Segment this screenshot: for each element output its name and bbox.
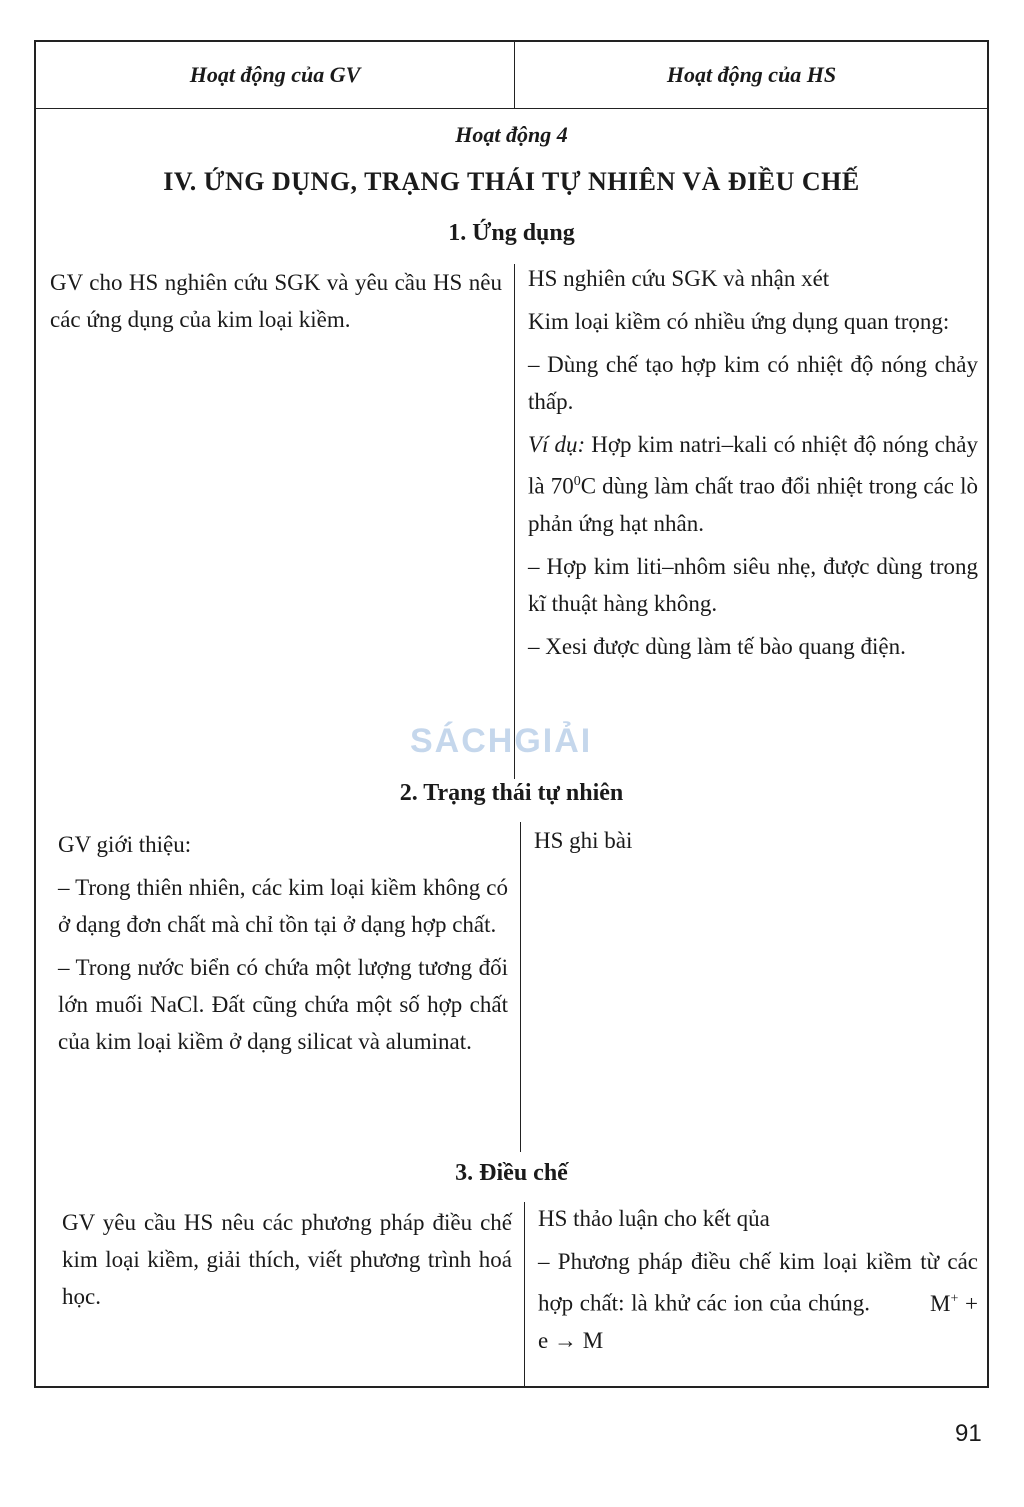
section1-hs-line: Kim loại kiềm có nhiều ứng dụng quan trọng:	[528, 309, 950, 334]
section3-hs-line: – Phương pháp điều chế kim loại kiềm từ các hợp chất: là khử các ion của chúng. M+ + e → M	[538, 1249, 978, 1353]
column-divider	[520, 822, 521, 1152]
section3-hs	[538, 1200, 978, 1365]
section3-hs-line: HS thảo luận cho kết qủa	[538, 1206, 770, 1231]
page-number: 91	[955, 1420, 982, 1447]
activity-title: IV. ỨNG DỤNG, TRẠNG THÁI TỰ NHIÊN VÀ ĐIỀU CHẾ	[163, 167, 860, 196]
section1-hs-line: – Hợp kim liti–nhôm siêu nhẹ, được dùng trong kĩ thuật hàng không.	[528, 553, 978, 616]
header-hs: Hoạt động của HS	[666, 62, 837, 87]
section2-hs: HS ghi bài	[534, 828, 633, 853]
section1-hs-line: HS nghiên cứu SGK và nhận xét	[528, 266, 830, 291]
column-divider	[524, 1202, 525, 1387]
section1-hs-line: – Xesi được dùng làm tế bào quang điện.	[528, 633, 906, 659]
activity-label: Hoạt động 4	[455, 122, 568, 147]
section1-hs	[528, 260, 978, 671]
lesson-table	[34, 40, 989, 1388]
section2-gv	[58, 826, 508, 1066]
section1-title: 1. Ứng dụng	[448, 220, 575, 246]
section2-gv-line: – Trong thiên nhiên, các kim loại kiềm không có ở dạng đơn chất mà chỉ tồn tại ở dạng hợp chất.	[58, 875, 508, 937]
section1-example: Ví dụ: Hợp kim natri–kali có nhiệt độ nóng chảy là $70^0C$ dùng làm chất trao đổi nhiệt trong các lò phản ứng hạt nhân.	[528, 432, 978, 536]
section2-gv-line: – Trong nước biển có chứa một lượng tương đối lớn muối NaCl. Đất cũng chứa một số hợp chất của kim loại kiềm ở dạng silicat và aluminat.	[58, 955, 508, 1054]
section3-gv: GV yêu cầu HS nêu các phương pháp điều chế kim loại kiềm, giải thích, viết phương trình hoá học.	[62, 1210, 512, 1309]
example-label: Ví dụ:	[528, 432, 586, 457]
column-divider	[514, 264, 515, 779]
section2-title: 2. Trạng thái tự nhiên	[399, 780, 624, 806]
header-gv: Hoạt động của GV	[36, 42, 515, 108]
section2-gv-line: GV giới thiệu:	[58, 832, 192, 857]
section1-hs-line: – Dùng chế tạo hợp kim có nhiệt độ nóng chảy thấp.	[528, 352, 978, 414]
section3-title: 3. Điều chế	[455, 1160, 568, 1186]
section1-gv: GV cho HS nghiên cứu SGK và yêu cầu HS nêu các ứng dụng của kim loại kiềm.	[50, 270, 502, 332]
table-header	[36, 42, 987, 109]
equation: M+ + e → M	[538, 1290, 978, 1353]
watermark-logo: SÁCHGIẢI	[410, 722, 593, 760]
